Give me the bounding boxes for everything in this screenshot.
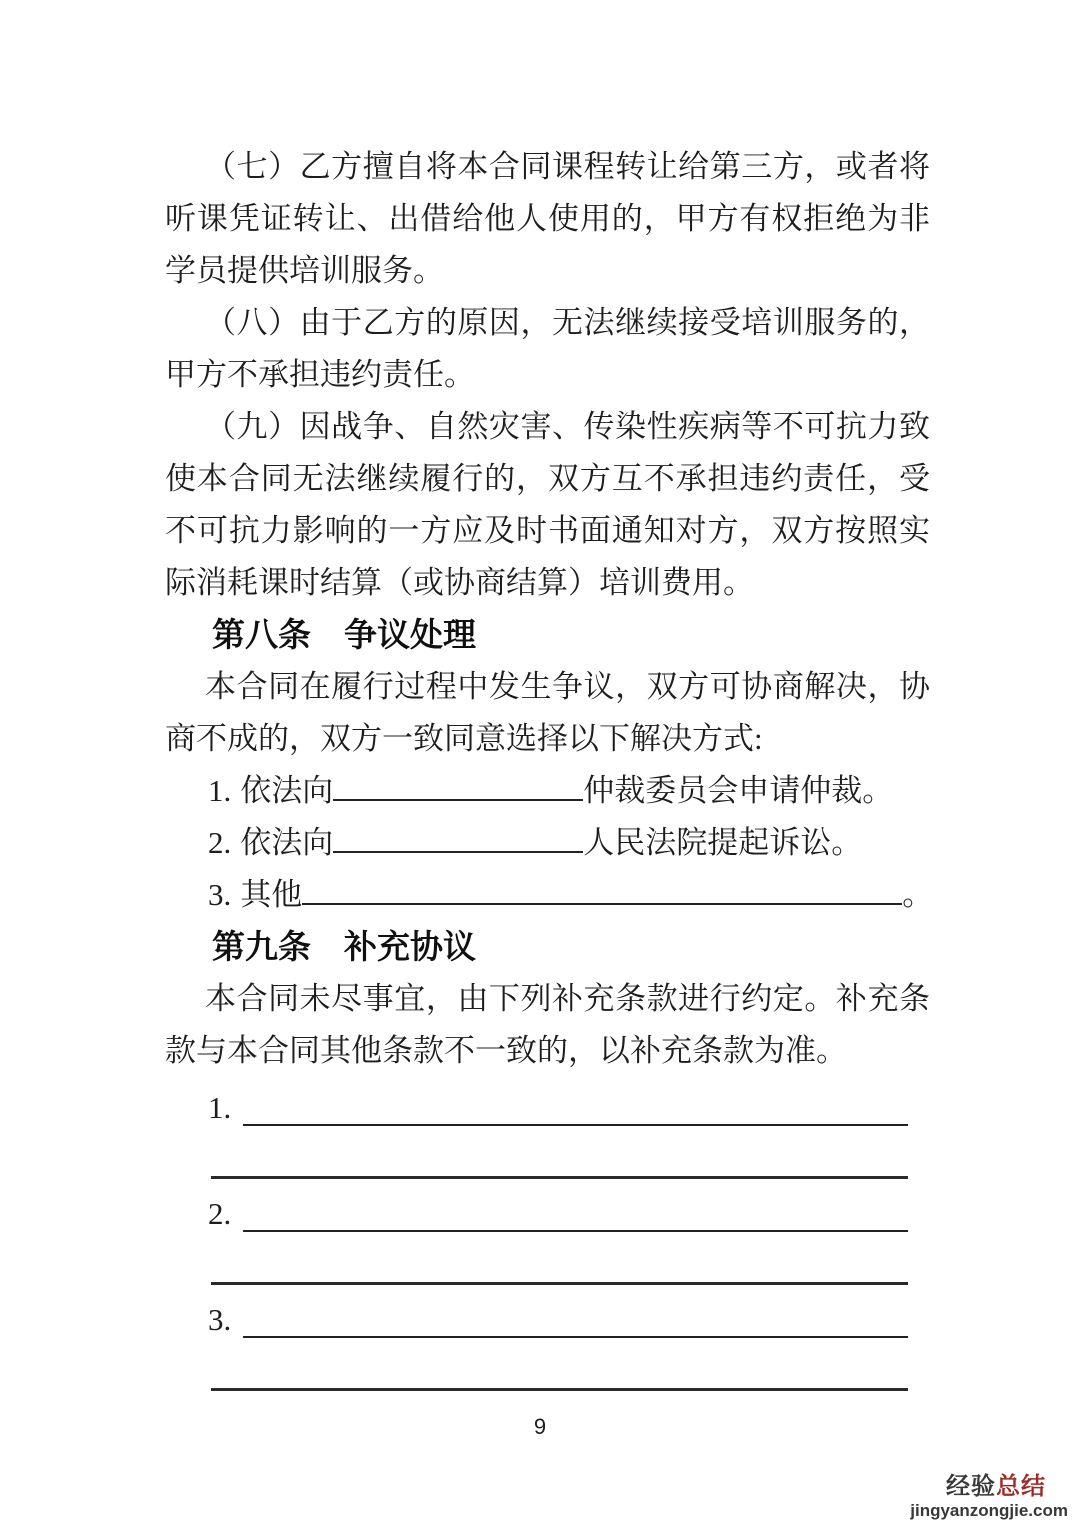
supplement-blank-field (243, 1124, 908, 1126)
watermark (910, 1475, 1068, 1519)
item-number: 2. (208, 1196, 232, 1231)
item-number: 3. (208, 1302, 232, 1337)
item-number: 1. (208, 1090, 232, 1125)
watermark-domain: jingyanzongjie.com (910, 1501, 1068, 1520)
other-blank-field (302, 897, 902, 905)
supplement-clauses-section (165, 1073, 908, 1391)
option-suffix: 。 (902, 877, 934, 912)
option-suffix: 人民法院提起诉讼。 (583, 825, 863, 860)
article-8-heading: 第八条 争议处理 (212, 616, 476, 653)
option-prefix: 依法向 (240, 773, 334, 808)
option-suffix: 仲裁委员会申请仲裁。 (583, 773, 894, 808)
option-number: 2. (208, 825, 232, 860)
clause-8-paragraph: （八）由于乙方的原因，无法继续接受培训服务的，甲方不承担违约责任。 (165, 305, 930, 392)
litigation-option-row (165, 817, 930, 869)
continuation-line (211, 1126, 908, 1179)
continuation-line (211, 1338, 908, 1391)
watermark-brand-prefix: 经验 (946, 1473, 996, 1500)
supplement-item-1-row (165, 1073, 908, 1126)
watermark-brand (910, 1475, 1046, 1499)
clause-9-paragraph: （九）因战争、自然灾害、传染性疾病等不可抗力致使本合同无法继续履行的，双方互不承担违约责任，受不可抗力影响的一方应及时书面通知对方，双方按照实际消耗课时结算（或协商结算）培训费用。 (165, 409, 930, 600)
litigation-blank-field (333, 845, 583, 853)
other-option-row (165, 869, 934, 921)
supplement-item-2-row (165, 1179, 908, 1232)
article-9-heading: 第九条 补充协议 (212, 928, 476, 965)
supplement-blank-field (243, 1336, 908, 1338)
article-8-intro: 本合同在履行过程中发生争议，双方可协商解决，协商不成的，双方一致同意选择以下解决方式: (165, 669, 930, 756)
supplement-blank-field (243, 1230, 908, 1232)
clause-7-paragraph: （七）乙方擅自将本合同课程转让给第三方，或者将听课凭证转让、出借给他人使用的，甲方有权拒绝为非学员提供培训服务。 (165, 149, 930, 288)
arbitration-option-row (165, 765, 930, 817)
option-prefix: 依法向 (240, 825, 334, 860)
continuation-line (211, 1232, 908, 1285)
option-number: 1. (208, 773, 232, 808)
article-9-intro: 本合同未尽事宜，由下列补充条款进行约定。补充条款与本合同其他条款不一致的，以补充条款为准。 (165, 981, 930, 1068)
arbitration-blank-field (333, 793, 583, 801)
option-prefix: 其他 (240, 877, 303, 912)
option-number: 3. (208, 877, 232, 912)
page-number: 9 (533, 1414, 547, 1439)
watermark-brand-suffix: 总结 (996, 1473, 1046, 1500)
contract-content (165, 141, 934, 1391)
supplement-item-3-row (165, 1285, 908, 1338)
